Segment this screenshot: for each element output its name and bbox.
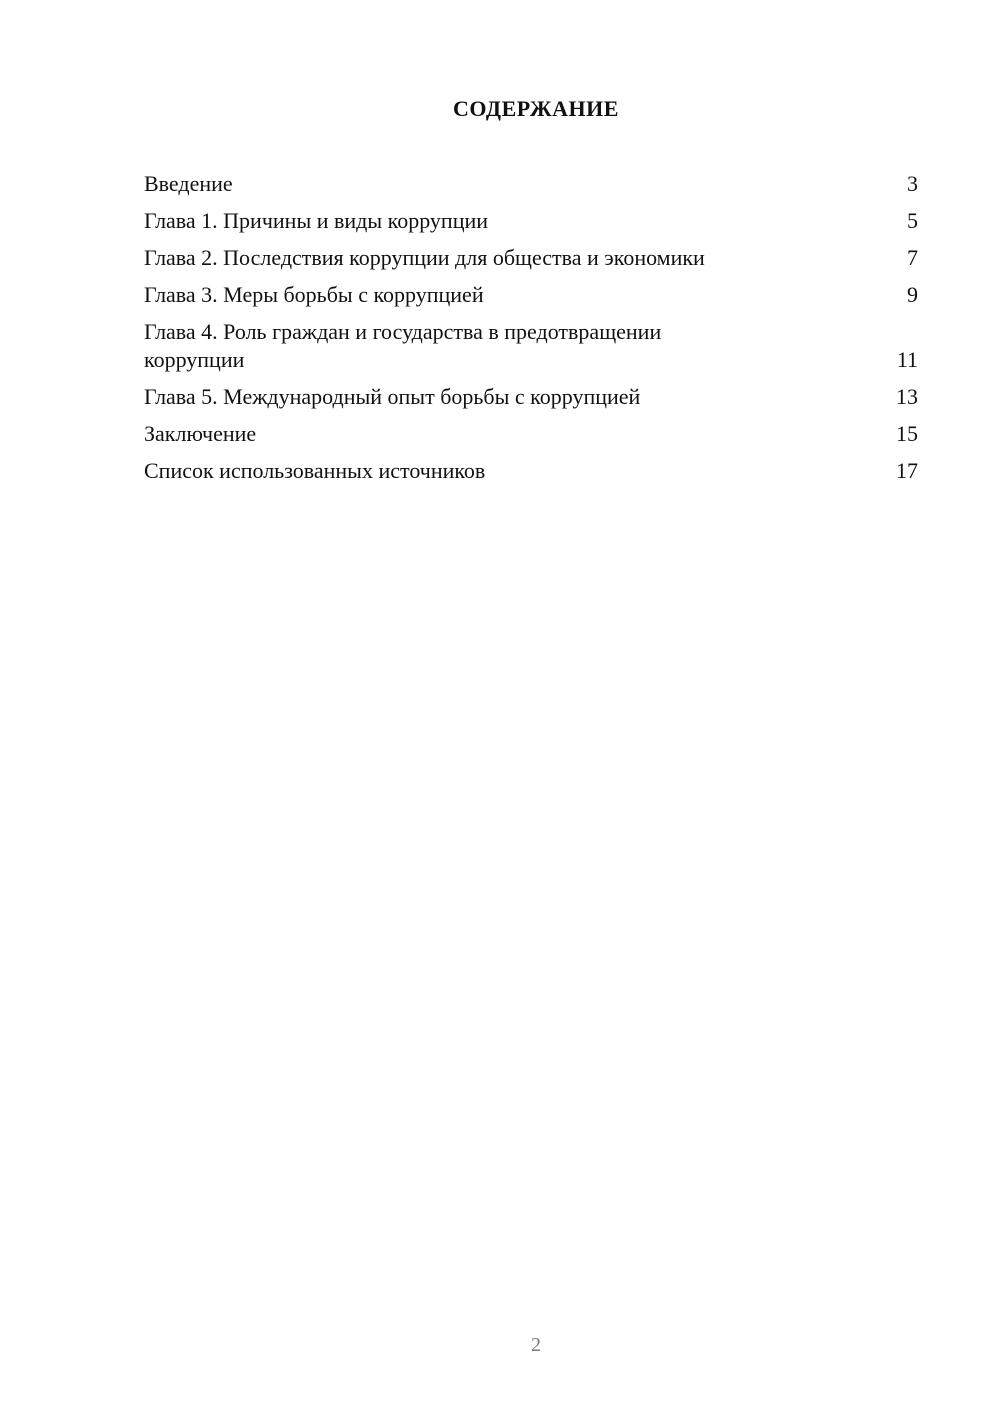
toc-entry-title: Заключение xyxy=(144,421,257,446)
toc-entry-page: 3 xyxy=(907,171,918,196)
toc-entry-title: Список использованных источников xyxy=(144,458,486,483)
toc-entry-title: Глава 5. Международный опыт борьбы с коррупцией xyxy=(144,384,641,409)
toc-entry-page: 9 xyxy=(907,282,918,307)
table-of-contents xyxy=(144,170,918,494)
toc-entry-chapter-1 xyxy=(144,207,918,235)
toc-entry-introduction xyxy=(144,170,918,198)
toc-entry-page: 5 xyxy=(907,208,918,233)
toc-entry-chapter-2 xyxy=(144,244,918,272)
page-number: 2 xyxy=(531,1334,541,1356)
toc-heading: СОДЕРЖАНИЕ xyxy=(453,96,619,121)
toc-entry-title: Глава 2. Последствия коррупции для общества и экономики xyxy=(144,245,705,270)
toc-entry-references xyxy=(144,457,918,485)
toc-entry-title: Глава 3. Меры борьбы с коррупцией xyxy=(144,282,484,307)
toc-entry-chapter-3 xyxy=(144,281,918,309)
toc-entry-title: Введение xyxy=(144,171,233,196)
toc-entry-conclusion xyxy=(144,420,918,448)
toc-entry-chapter-5 xyxy=(144,383,918,411)
toc-entry-title: Глава 4. Роль граждан и государства в предотвращении коррупции xyxy=(144,319,662,372)
toc-entry-chapter-4 xyxy=(144,318,918,374)
toc-entry-page: 13 xyxy=(896,384,918,409)
toc-entry-page: 11 xyxy=(896,347,918,372)
toc-entry-page: 15 xyxy=(896,421,918,446)
toc-entry-title: Глава 1. Причины и виды коррупции xyxy=(144,208,489,233)
toc-entry-page: 7 xyxy=(907,245,918,270)
toc-entry-page: 17 xyxy=(896,458,918,483)
